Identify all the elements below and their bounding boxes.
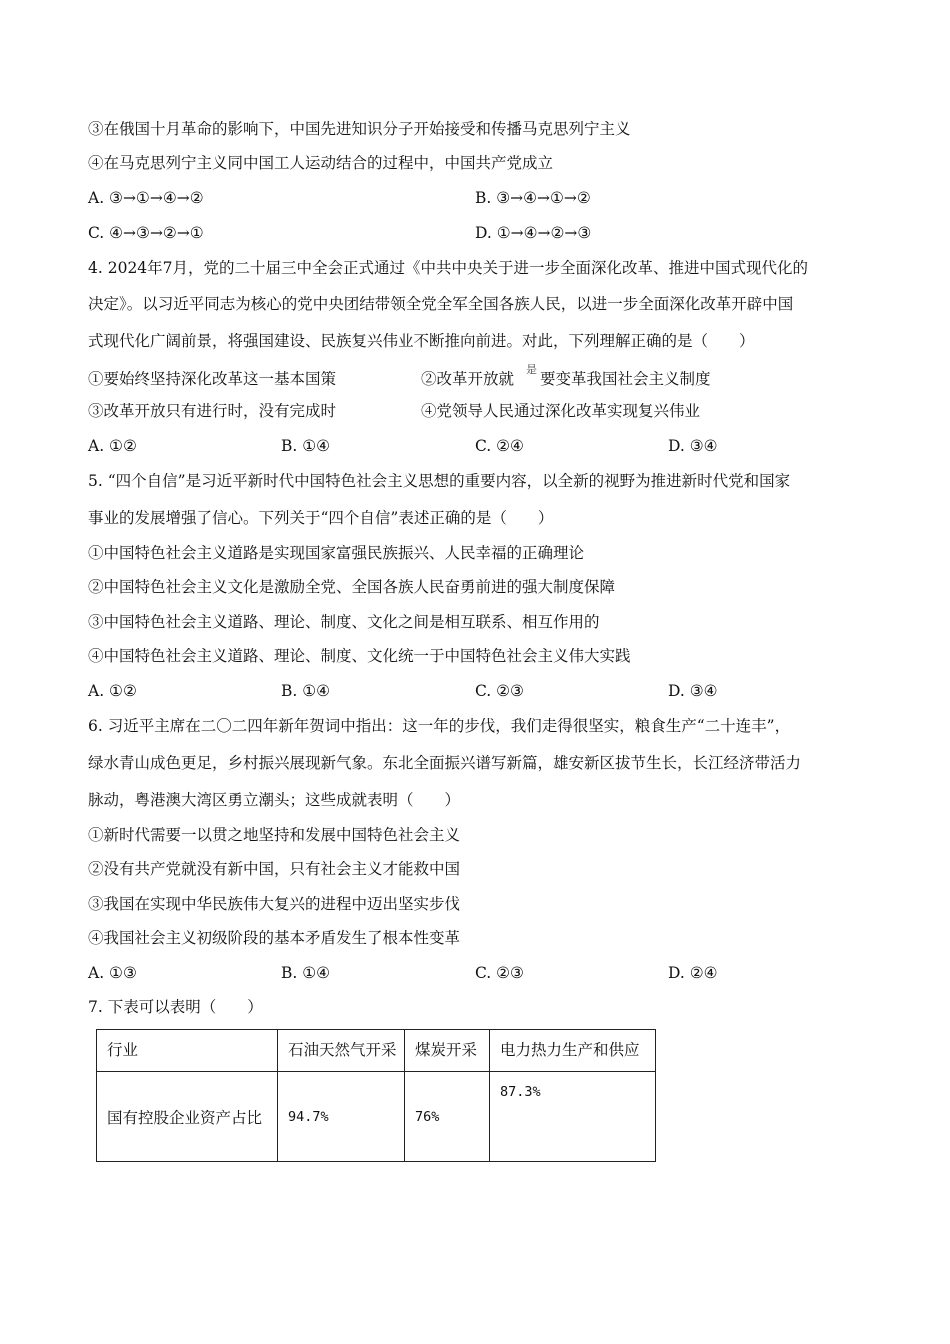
q5-stem-line-1: 5. “四个自信”是习近平新时代中国特色社会主义思想的重要内容，以全新的视野为推进新时代党和国家	[88, 472, 791, 490]
table-row	[97, 1072, 656, 1162]
q4-item-4: ④党领导人民通过深化改革实现复兴伟业	[421, 402, 701, 420]
table-header-row	[97, 1030, 656, 1072]
q6-stem-line-2: 绿水青山成色更足，乡村振兴展现新气象。东北全面振兴谱写新篇，雄安新区拔节生长，长江经济带活力	[88, 754, 802, 772]
q6-item-3: ③我国在实现中华民族伟大复兴的进程中迈出坚实步伐	[88, 895, 461, 913]
q6-item-2: ②没有共产党就没有新中国，只有社会主义才能救中国	[88, 860, 461, 878]
q4-option-a: A. ①②	[88, 437, 137, 455]
q6-item-1: ①新时代需要一以贯之地坚持和发展中国特色社会主义	[88, 826, 461, 844]
q4-item-2-part-2: 要变革我国社会主义制度	[540, 370, 711, 388]
q5-option-d: D. ③④	[668, 682, 718, 700]
table-header-cell: 电力热力生产和供应	[490, 1030, 656, 1072]
q4-stem-line-2: 决定》。以习近平同志为核心的党中央团结带领全党全军全国各族人民，以进一步全面深化改革开辟中国	[88, 295, 794, 313]
q3-option-a: A. ③→①→④→②	[88, 189, 204, 207]
q6-stem-line-3: 脉动，粤港澳大湾区勇立潮头；这些成就表明（ ）	[88, 791, 461, 809]
table-cell: 87.3%	[490, 1072, 656, 1162]
q5-item-2: ②中国特色社会主义文化是激励全党、全国各族人民奋勇前进的强大制度保障	[88, 578, 616, 596]
table-cell: 94.7%	[278, 1072, 405, 1162]
q6-item-4: ④我国社会主义初级阶段的基本矛盾发生了根本性变革	[88, 929, 461, 947]
q5-item-3: ③中国特色社会主义道路、理论、制度、文化之间是相互联系、相互作用的	[88, 613, 600, 631]
table-header-cell: 行业	[97, 1030, 278, 1072]
q3-option-d: D. ①→④→②→③	[475, 224, 592, 242]
q4-item-3: ③改革开放只有进行时，没有完成时	[88, 402, 337, 420]
q4-stem-line-1: 4. 2024年7月，党的二十届三中全会正式通过《中共中央关于进一步全面深化改革、推进中国式现代化的	[88, 259, 809, 277]
q6-stem-line-1: 6. 习近平主席在二〇二四年新年贺词中指出：这一年的步伐，我们走得很坚实，粮食生产“二十连丰”，	[88, 717, 791, 735]
table-header-cell: 石油天然气开采	[278, 1030, 405, 1072]
q6-option-d: D. ②④	[668, 964, 718, 982]
q4-item-1: ①要始终坚持深化改革这一基本国策	[88, 370, 337, 388]
q4-stem-line-3: 式现代化广阔前景，将强国建设、民族复兴伟业不断推向前进。对此，下列理解正确的是（ ）	[88, 332, 755, 350]
q3-item-3: ③在俄国十月革命的影响下，中国先进知识分子开始接受和传播马克思列宁主义	[88, 120, 631, 138]
q3-item-4: ④在马克思列宁主义同中国工人运动结合的过程中，中国共产党成立	[88, 154, 554, 172]
q5-item-1: ①中国特色社会主义道路是实现国家富强民族振兴、人民幸福的正确理论	[88, 544, 585, 562]
q4-option-d: D. ③④	[668, 437, 718, 455]
q5-stem-line-2: 事业的发展增强了信心。下列关于“四个自信”表述正确的是（ ）	[88, 509, 554, 527]
table-cell: 76%	[405, 1072, 490, 1162]
q6-option-a: A. ①③	[88, 964, 137, 982]
q5-option-c: C. ②③	[475, 682, 524, 700]
q7-data-table	[96, 1029, 656, 1162]
q5-option-a: A. ①②	[88, 682, 137, 700]
q3-option-c: C. ④→③→②→①	[88, 224, 204, 242]
q4-option-b: B. ①④	[281, 437, 331, 455]
q4-option-c: C. ②④	[475, 437, 524, 455]
q5-item-4: ④中国特色社会主义道路、理论、制度、文化统一于中国特色社会主义伟大实践	[88, 647, 631, 665]
q6-option-b: B. ①④	[281, 964, 331, 982]
q4-insert-mark: 是	[526, 363, 537, 376]
q4-item-2-part-1: ②改革开放就	[421, 370, 515, 388]
q6-option-c: C. ②③	[475, 964, 524, 982]
table-header-cell: 煤炭开采	[405, 1030, 490, 1072]
table-cell: 国有控股企业资产占比	[97, 1072, 278, 1162]
q5-option-b: B. ①④	[281, 682, 331, 700]
q7-stem: 7. 下表可以表明（ ）	[88, 998, 263, 1016]
q3-option-b: B. ③→④→①→②	[475, 189, 591, 207]
